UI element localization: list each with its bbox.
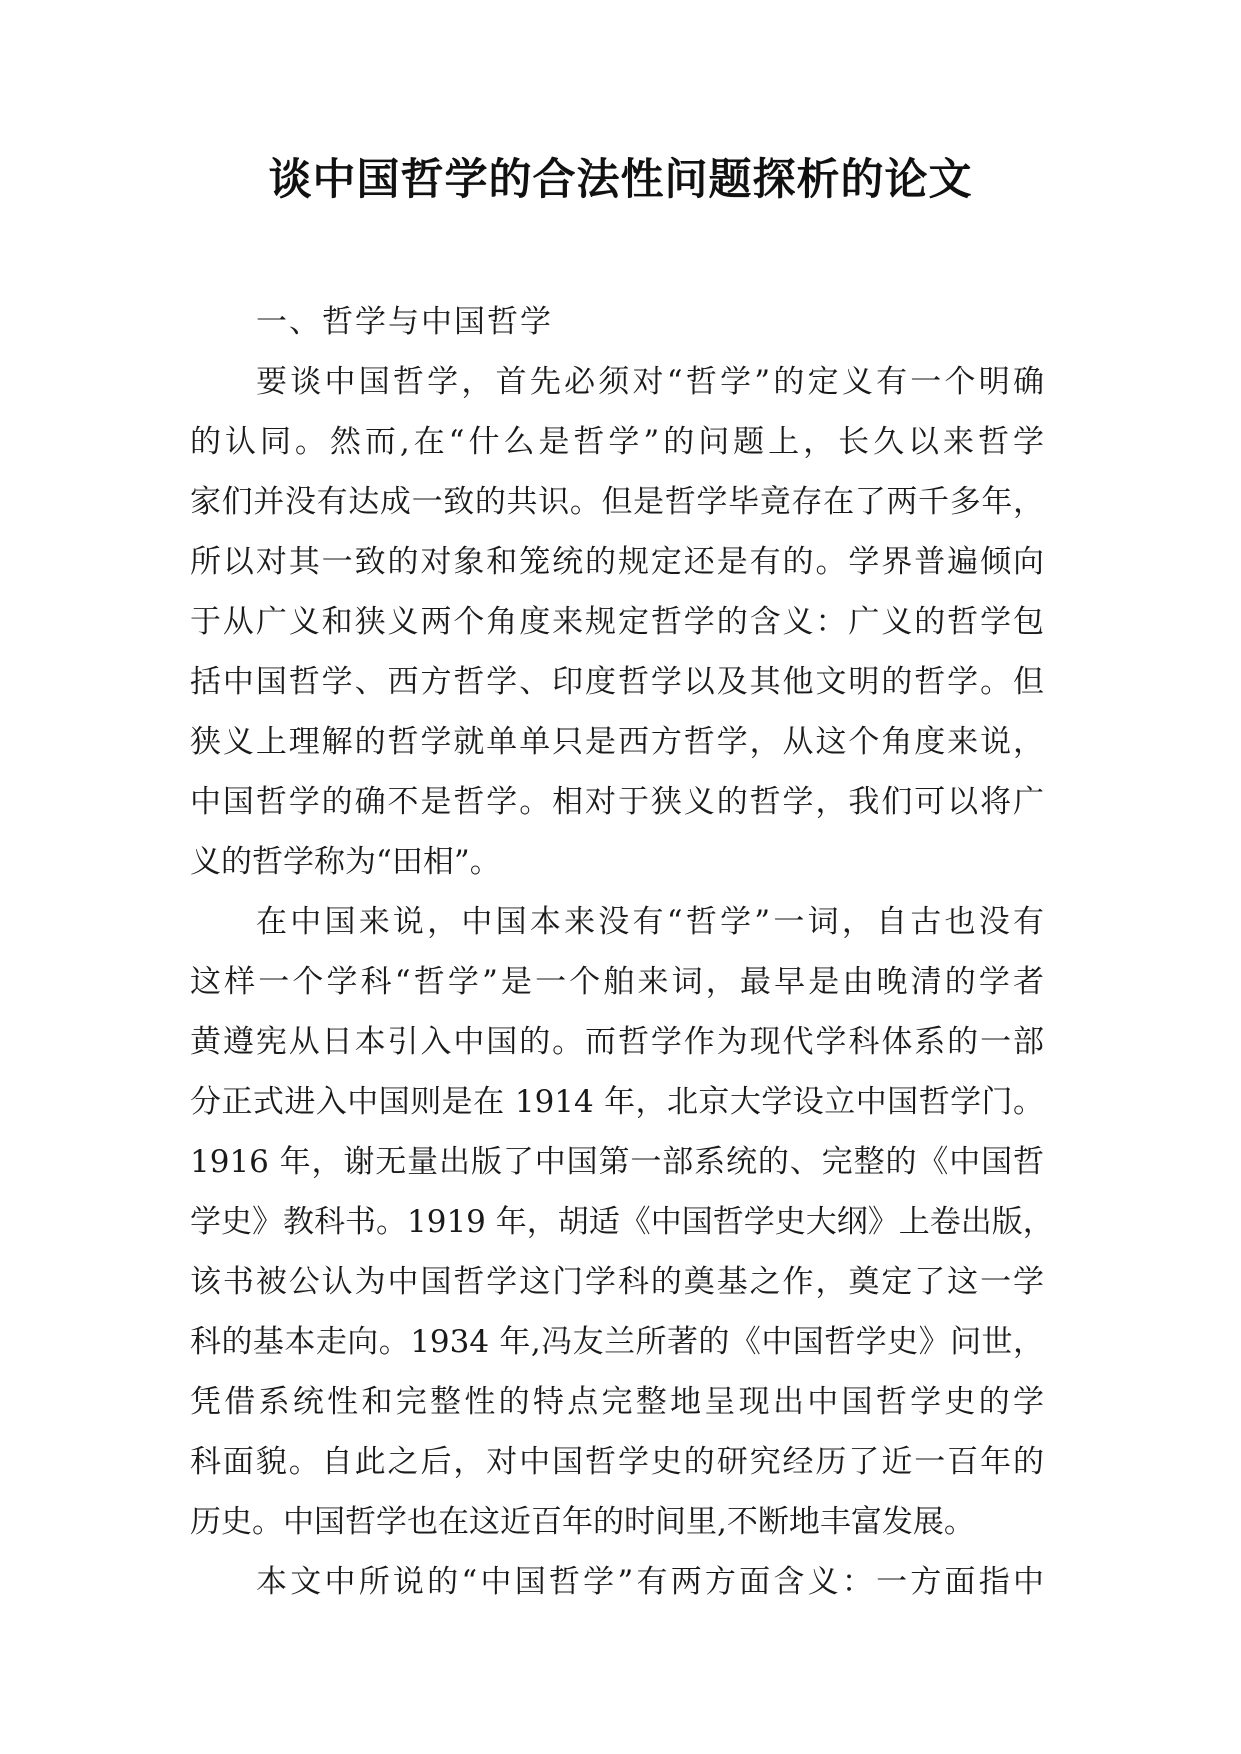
paragraph-line: 所以对其一致的对象和笼统的规定还是有的。学界普遍倾向 [190,544,1044,580]
paragraph-line: 要谈中国哲学，首先必须对“哲学”的定义有一个明确 [256,364,1044,400]
paragraph-line: 科面貌。自此之后，对中国哲学史的研究经历了近一百年的 [190,1444,1044,1480]
paragraph-line: 这样一个学科“哲学”是一个舶来词，最早是由晚清的学者 [190,964,1044,1000]
paragraph-line: 凭借系统性和完整性的特点完整地呈现出中国哲学史的学 [190,1384,1044,1420]
document-title: 谈中国哲学的合法性问题探析的论文 [268,155,973,205]
paragraph-line: 本文中所说的“中国哲学”有两方面含义：一方面指中 [256,1564,1044,1600]
paragraph-line: 分正式进入中国则是在 1914 年，北京大学设立中国哲学门。 [190,1084,1044,1120]
paragraph-line: 括中国哲学、西方哲学、印度哲学以及其他文明的哲学。但 [190,664,1044,700]
paragraph-line: 历史。中国哲学也在这近百年的时间里,不断地丰富发展。 [190,1504,975,1540]
document-body [190,292,1054,1612]
paragraph-line: 黄遵宪从日本引入中国的。而哲学作为现代学科体系的一部 [190,1024,1044,1060]
paragraph-line: 该书被公认为中国哲学这门学科的奠基之作，奠定了这一学 [190,1264,1044,1300]
paragraph-line: 狭义上理解的哲学就单单只是西方哲学，从这个角度来说， [190,724,1044,760]
paragraph-line: 1916 年，谢无量出版了中国第一部系统的、完整的《中国哲 [190,1144,1044,1180]
paragraph-line: 学史》教科书。1919 年，胡适《中国哲学史大纲》上卷出版， [190,1204,1054,1240]
paragraph-line: 的认同。然而,在“什么是哲学”的问题上，长久以来哲学 [190,424,1044,460]
paragraph-line: 中国哲学的确不是哲学。相对于狭义的哲学，我们可以将广 [190,784,1044,820]
paragraph-line: 义的哲学称为“田相”。 [190,844,501,880]
paragraph-line: 于从广义和狭义两个角度来规定哲学的含义：广义的哲学包 [190,604,1044,640]
paragraph-line: 家们并没有达成一致的共识。但是哲学毕竟存在了两千多年， [190,484,1044,520]
paragraph-line: 在中国来说，中国本来没有“哲学”一词，自古也没有 [256,904,1044,940]
paragraph-line: 科的基本走向。1934 年,冯友兰所著的《中国哲学史》问世， [190,1324,1044,1360]
section-heading: 一、哲学与中国哲学 [256,304,553,340]
